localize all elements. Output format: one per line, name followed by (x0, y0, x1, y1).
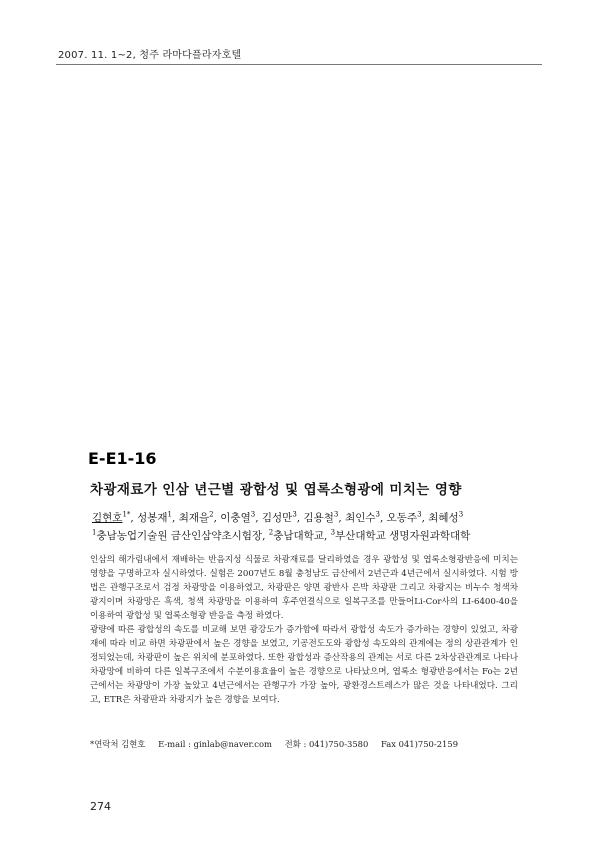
author-list (92, 510, 522, 525)
contact-info (90, 738, 518, 750)
author-superscript: 1 (167, 510, 172, 519)
author-superscript: 3 (292, 510, 297, 519)
author-name: 성봉재 (137, 512, 168, 524)
page-number: 274 (90, 800, 111, 813)
author (428, 512, 463, 524)
author-name: 김성만 (261, 512, 293, 524)
contact-email: E-mail : ginlab@naver.com (158, 739, 272, 749)
author-name: 오동주 (386, 512, 418, 524)
paper-title: 차광재료가 인삼 년근별 광합성 및 엽록소형광에 미치는 영향 (90, 482, 462, 498)
contact-fax: Fax 041)750-2159 (381, 739, 459, 749)
affiliation-superscript: 1 (92, 528, 97, 537)
author: 오동주$^3$, (386, 510, 429, 524)
author-name: 김용철 (303, 512, 334, 524)
affiliation-text: 충남농업기술원 금산인삼약초시험장 (96, 530, 263, 542)
author-name: 최혜성 (428, 512, 459, 524)
affiliation (331, 530, 471, 542)
author: 성봉재$^1$, (137, 510, 179, 524)
contact-label: *연락처 김현호 (90, 739, 146, 749)
paper-code: E-E1-16 (88, 449, 157, 468)
author-name: 최재을 (178, 512, 210, 524)
abstract (90, 553, 518, 707)
header-text: 2007. 11. 1~2, 청주 라마다플라자호텔 (58, 50, 242, 61)
author-superscript: 1* (122, 510, 131, 519)
author: 김성만$^3$, (261, 510, 304, 524)
header-rule (56, 64, 542, 65)
author-superscript: 3 (375, 510, 380, 519)
affiliation: $^1$충남농업기술원 금산인삼약초시험장, (92, 528, 269, 542)
author-superscript: 3 (333, 510, 339, 519)
author: 최인수$^3$, (345, 510, 387, 524)
contact-phone: 전화 : 041)750-3580 (284, 739, 369, 749)
abstract-paragraph: 광량에 따른 광합성의 속도를 비교해 보면 광강도가 증가함에 따라서 광합성 속도가 증가하는 경향이 있었고, 차광재에 따라 비교 하면 차광판에서 높은 경향을 보였고, 기공전도도와 광합성 속도와의 관계에는 정의 상관관계가 인정되었는데, 차광판이 높은 위치에 분포하였다. 또한 광합성과 증산작용의 관계는 서로 다른 2차상관관계로 나타나 차광망에 비하여 다른 일복구조에서 수분이용효율이 높은 경향으로 나타났으며, 엽록소 형광반응에서는 Fo는 2년근에서는 차광망이 가장 높았고 4년근에서는 관행구가 가장 높아, 광환경스트레스가 많은 것을 나타내었다. 그리고, ETR은 차광판과 차광지가 높은 경향을 보여다. (90, 625, 518, 705)
author: 최재을$^2$, (178, 510, 221, 524)
author-superscript: 2 (209, 510, 214, 519)
affiliation-text: 충남대학교 (273, 530, 324, 542)
affiliation-list (92, 528, 522, 543)
author-name: 김현호 (92, 512, 123, 524)
author-superscript: 3 (417, 510, 422, 519)
affiliation: $^2$충남대학교, (268, 528, 331, 542)
affiliation-superscript: 2 (268, 528, 274, 537)
affiliation-text: 부산대학교 생명자원과학대학 (335, 530, 471, 542)
author-name: 최인수 (345, 512, 376, 524)
affiliation-superscript: 3 (330, 528, 336, 537)
author: 김현호$^{1*}$, (92, 510, 138, 524)
author: 이충열$^3$, (220, 510, 262, 524)
author-superscript: 3 (250, 510, 256, 519)
author: 김용철$^3$, (303, 510, 346, 524)
abstract-paragraph: 인삼의 해가림내에서 재배하는 반음지성 식물로 차광재료를 달리하였을 경우 광합성 및 엽록소형광반응에 미치는 영향을 구명하고자 실시하였다. 실험은 2007년도 8월 충청남도 금산에서 2년근과 4년근에서 실시하였다. 시험 방법은 관행구조로서 검정 차광망을 이용하였고, 차광판은 양면 광반사 은박 차광판 그리고 차광지는 비누수 청색차광지이며 차광망은 흑색, 청색 차광망을 이용하여 후주연결식으로 일복구조를 만들어Li-Cor사의 LI-6400-40을 이용하여 광합성 및 엽록소형광 반응을 측정 하였다. (90, 555, 518, 621)
author-name: 이충열 (220, 512, 251, 524)
author-superscript: 3 (458, 510, 464, 519)
